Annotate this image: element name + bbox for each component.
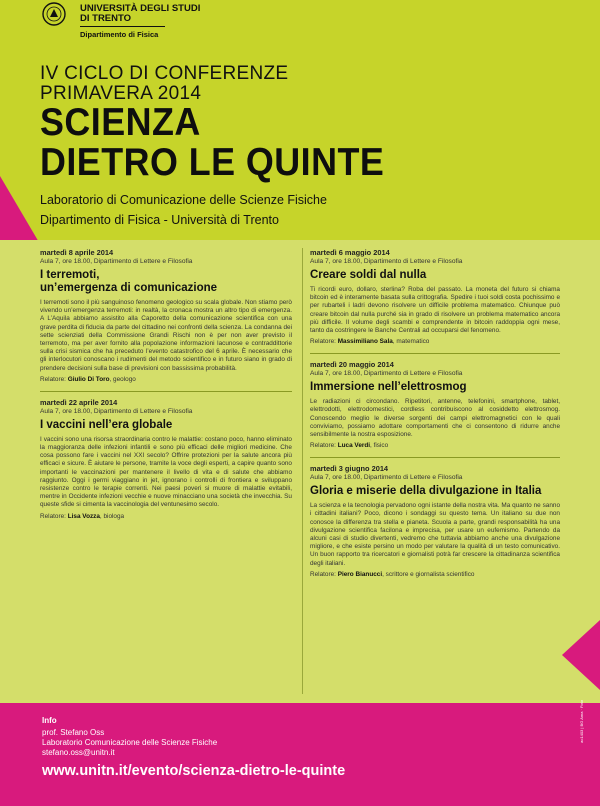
event-place: Aula 7, ore 18.00, Dipartimento di Lettere e Filosofia <box>40 258 193 265</box>
event-title: Gloria e miserie della divulgazione in Italia <box>310 485 542 498</box>
event-place: Aula 7, ore 18.00, Dipartimento di Lettere e Filosofia <box>310 370 463 378</box>
events-column-right <box>310 248 560 586</box>
info-label: Info <box>42 716 57 725</box>
event-date: martedì 6 maggio 2014 <box>310 248 390 257</box>
event-date: martedì 22 aprile 2014 <box>40 397 118 407</box>
magenta-right-triangle-decoration <box>562 620 600 690</box>
university-seal-icon <box>42 2 66 26</box>
header-divider <box>80 26 165 27</box>
event-place: Aula 7, ore 18.00, Dipartimento di Lettere e Filosofia <box>310 258 463 265</box>
event-divider <box>310 457 560 458</box>
contact-block <box>42 728 217 758</box>
event-card <box>310 360 560 449</box>
event-title: I vaccini nell’era globale <box>40 418 173 431</box>
event-speaker: Relatore: Luca Verdi, fisico <box>310 442 389 450</box>
event-title: I terremoti, un’emergenza di comunicazione <box>40 269 218 294</box>
department-name: Dipartimento di Fisica <box>80 30 159 39</box>
event-speaker: Relatore: Giulio Di Toro, geologo <box>40 375 136 383</box>
event-description: Le radiazioni ci circondano. Ripetitori, antenne, telefonini, smartphone, tablet, elettrodotti, elettrodomestici, cordless contribuiscono al cosiddetto elettrosmog. Conoscendo meglio le diverse sorgenti dei campi elettromagnetici con le quali conviviamo, possiamo adottare comportamenti che ci consentono di ridurre anche sensibilmente la nostra esposizione. <box>310 398 560 439</box>
event-date: martedì 3 giugno 2014 <box>310 464 389 474</box>
event-title: Creare soldi dal nulla <box>310 269 427 281</box>
event-divider <box>40 391 292 392</box>
print-credit: ac1403 | BG Ama · Foto <box>579 700 584 743</box>
event-speaker: Relatore: Lisa Vozza, biologa <box>40 512 125 520</box>
events-column-left <box>40 248 292 528</box>
event-date: martedì 20 maggio 2014 <box>310 360 394 370</box>
poster-title: SCIENZA DIETRO LE QUINTE <box>40 101 385 184</box>
event-place: Aula 7, ore 18.00, Dipartimento di Lettere e Filosofia <box>40 407 193 415</box>
event-card <box>310 464 560 578</box>
subtitle-department: Dipartimento di Fisica - Università di Trento <box>40 213 279 227</box>
event-description: Ti ricordi euro, dollaro, sterlina? Roba del passato. La moneta del futuro si chiama bitcoin ed è interamente basata sulla crittografia. Spedire i tuoi soldi costa pochissimo e per rubarteli i ladri devono risolvere un difficile problema matematico. Chiunque può creare bitcoin dal nulla purché sia in grado di risolvere un problema matematico ancora più difficile. Il volume degli scambi e comprendente in bitcoin raddoppia ogni mese, tanto da costringere le Banche Centrali ad occuparsi del fenomeno. <box>310 286 560 335</box>
event-place: Aula 7, ore 18.00, Dipartimento di Lettere e Filosofia <box>310 474 463 482</box>
event-description: I vaccini sono una risorsa straordinaria contro le malattie: costano poco, hanno eliminato la maggioranza delle infezioni infantili e sono più efficaci delle migliori medicine. Che cosa possono fare i vaccini nel XXI secolo? Offrire protezioni per la salute ancora più efficaci e sicure. È aiutare le persone, tramite la voce degli esperti, a capire quanto sono importanti le vaccinazioni per mantenere il livello di vita e di salute che abbiamo raggiunto. Oggi i germi viaggiano in jet, ignorano i controlli di frontiera e sviluppano resistenze contro le terapie correnti. Nei paesi poveri si muore di malattie evitabili, mentre in Occidente infezioni vecchie e nuove minacciano una società che invecchia. Su queste sfide si cimenta la vaccinologia del ventunesimo secolo. <box>40 435 292 509</box>
event-card <box>40 248 292 383</box>
contact-email[interactable]: stefano.oss@unitn.it <box>42 748 115 757</box>
event-url-link[interactable]: www.unitn.it/evento/scienza-dietro-le-quinte <box>42 763 346 779</box>
event-speaker: Relatore: Massimiliano Sala, matematico <box>310 338 430 346</box>
event-card <box>40 398 292 520</box>
event-description: La scienza e la tecnologia pervadono ogni istante della nostra vita. Ma quanto ne sanno i cittadini italiani? Poco, dicono i sondaggi su questo tema. Un italiano su due non conosce la differenza tra stella e pianeta. Scuola a parte, grandi responsabilità ha una divulgazione scientifica facilona e imprecisa, per usare un eufemismo. Partendo da alcuni casi di studio divertenti, vedremo che tuttavia abbiamo anche una divulgazione migliore, e che esiste persino un modo per valutare la qualità di un testo comunicativo. Un buon rapporto tra ricercatori e giornalisti potrà far crescere la cittadinanza scientifica degli italiani. <box>310 502 560 567</box>
subtitle-lab: Laboratorio di Comunicazione delle Scienze Fisiche <box>40 193 327 207</box>
contact-lab: Laboratorio Comunicazione delle Scienze Fisiche <box>42 738 218 747</box>
event-date: martedì 8 aprile 2014 <box>40 248 114 257</box>
cycle-heading: IV CICLO DI CONFERENZE PRIMAVERA 2014 <box>40 63 289 104</box>
column-divider <box>302 248 303 694</box>
university-name: UNIVERSITÀ DEGLI STUDI DI TRENTO <box>80 3 201 24</box>
event-speaker: Relatore: Piero Bianucci, scrittore e giornalista scientifico <box>310 570 475 578</box>
event-description: I terremoti sono il più sanguinoso fenomeno geologico su scala globale. Non stiamo però vivendo un’emergenza terremoti: in realtà, la cronaca mostra un altro tipo di emergenza. A L’Aquila abbiamo assistito alla Caporetto della comunicazione scientifica con una grave perdita di fiducia da parte del cittadino nei confronti della scienza. La condanna dei sette scienziati della Commissione Grandi Rischi non è per non aver previsto il terremoto, ma per aver fornito alla popolazione informazioni lacunose e contraddittorie sulla crisi sismica che ha preceduto l’evento catastrofico del 6 aprile. È necessario che gli interlocutori conoscano i rudimenti del metodo scientifico e in futuro siano in grado di prendere decisioni sulla base di previsioni con bassissima probabilità. <box>40 299 292 372</box>
event-divider <box>310 353 560 354</box>
event-card <box>310 248 560 345</box>
event-title: Immersione nell’elettrosmog <box>310 381 467 394</box>
contact-name: prof. Stefano Oss <box>42 728 105 737</box>
